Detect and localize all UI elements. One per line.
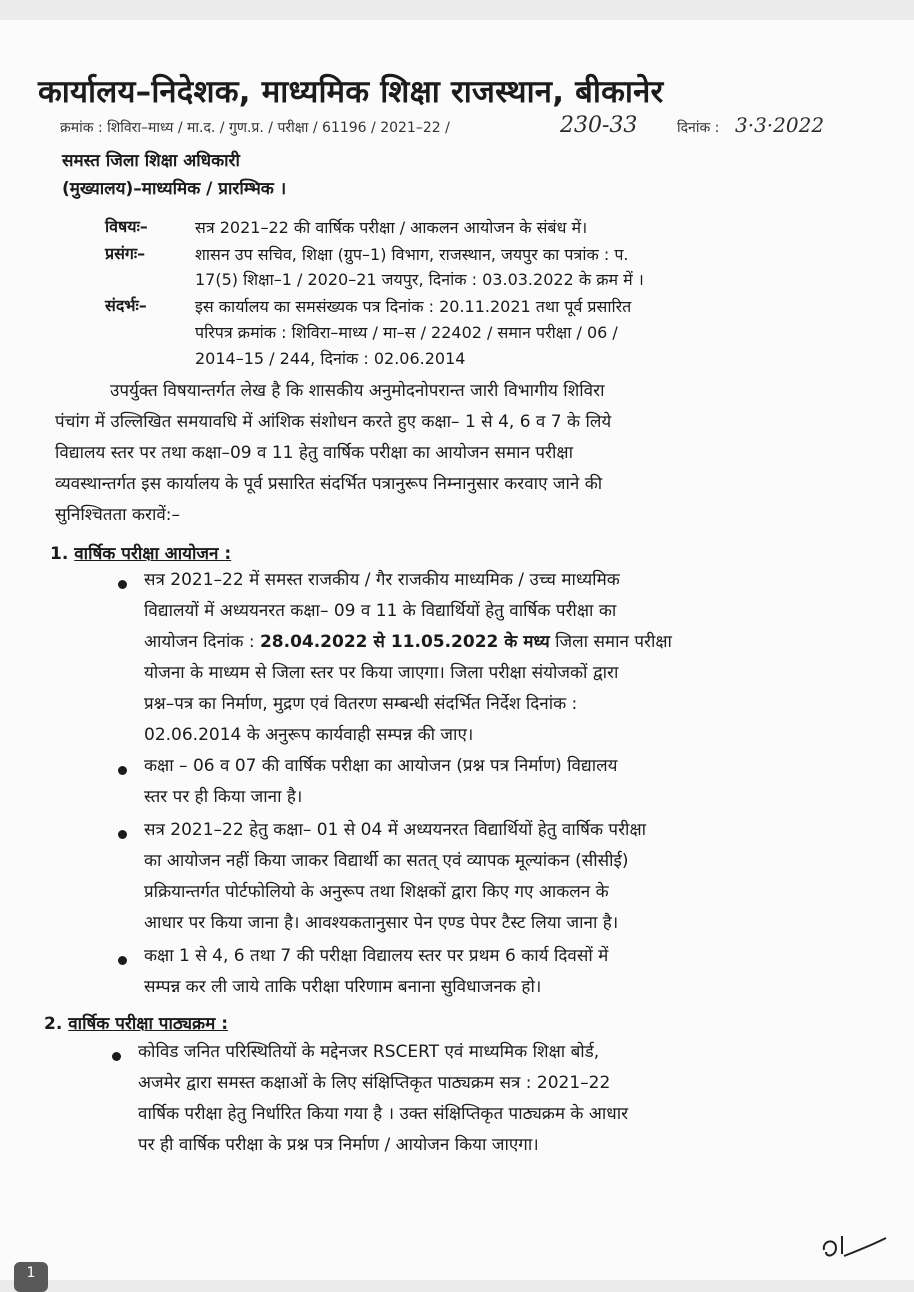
subject-label: विषयः– [105,217,148,236]
section-2-title: वार्षिक परीक्षा पाठ्यक्रम : [68,1014,228,1034]
addressee-line-2: (मुख्यालय)–माध्यमिक / प्रारम्भिक । [62,179,287,199]
top-margin [0,0,914,20]
document-page [0,20,914,1280]
s1b4-line-2: सम्पन्न कर ली जाये ताकि परीक्षा परिणाम बनाना सुविधाजनक हो। [144,977,542,997]
bullet-icon [118,956,127,965]
subject-text: सत्र 2021–22 की वार्षिक परीक्षा / आकलन आयोजन के संबंध में। [195,218,588,237]
s2b1-line-2: अजमेर द्वारा समस्त कक्षाओं के लिए संक्षिप्तिकृत पाठ्यक्रम सत्र : 2021–22 [138,1073,611,1093]
context-label: प्रसंगः– [105,244,146,263]
s1b1-line-6: 02.06.2014 के अनुरूप कार्यवाही सम्पन्न की जाए। [144,725,474,745]
section-1-title: वार्षिक परीक्षा आयोजन : [74,544,232,564]
s1b1-line-4: योजना के माध्यम से जिला स्तर पर किया जाएगा। जिला परीक्षा संयोजकों द्वारा [144,663,619,683]
signature-mark [820,1232,890,1266]
s1b1-line-5: प्रश्न–पत्र का निर्माण, मुद्रण एवं वितरण सम्बन्धी संदर्भित निर्देश दिनांक : [144,694,578,714]
s2b1-line-1: कोविड जनित परिस्थितियों के मद्देनजर RSCERT एवं माध्यमिक शिक्षा बोर्ड, [138,1042,600,1062]
s2b1-line-4: पर ही वार्षिक परीक्षा के प्रश्न पत्र निर्माण / आयोजन किया जाएगा। [138,1135,539,1155]
s1b3-line-1: सत्र 2021–22 हेतु कक्षा– 01 से 04 में अध्ययनरत विद्यार्थियों हेतु वार्षिक परीक्षा [144,820,647,840]
s1b4-line-1: कक्षा 1 से 4, 6 तथा 7 की परीक्षा विद्यालय स्तर पर प्रथम 6 कार्य दिवसों में [144,946,609,966]
s1b3-line-3: प्रक्रियान्तर्गत पोर्टफोलियो के अनुरूप तथा शिक्षकों द्वारा किए गए आकलन के [144,882,609,902]
s1b2-line-2: स्तर पर ही किया जाना है। [144,787,303,807]
office-title: कार्यालय–निदेशक, माध्यमिक शिक्षा राजस्थान, बीकानेर [38,74,664,110]
s1b3-line-4: आधार पर किया जाना है। आवश्यकतानुसार पेन एण्ड पेपर टैस्ट लिया जाना है। [144,913,619,933]
intro-line-4: व्यवस्थान्तर्गत इस कार्यालय के पूर्व प्रसारित संदर्भित पत्रानुरूप निम्नानुसार करवाए जाने की [55,474,603,494]
s1b1-line-3 [144,627,672,658]
reference-handwritten: 230-33 [560,113,638,138]
reference-label: संदर्भः– [105,296,147,315]
context-line-2: 17(5) शिक्षा–1 / 2020–21 जयपुर, दिनांक : 03.03.2022 के क्रम में । [195,270,644,289]
s2b1-line-3: वार्षिक परीक्षा हेतु निर्धारित किया गया है । उक्त संक्षिप्तिकृत पाठ्यक्रम के आधार [138,1104,629,1124]
intro-line-1: उपर्युक्त विषयान्तर्गत लेख है कि शासकीय अनुमोदनोपरान्त जारी विभागीय शिविरा [110,381,605,401]
intro-line-5: सुनिश्चितता करावें:– [55,505,181,525]
s1b1-line-3-post: जिला समान परीक्षा [549,632,672,652]
s1b3-line-2: का आयोजन नहीं किया जाकर विद्यार्थी का सतत् एवं व्यापक मूल्यांकन (सीसीई) [144,851,629,871]
date-handwritten: 3·3·2022 [735,113,825,137]
s1b1-line-3-pre: आयोजन दिनांक : [144,632,260,652]
addressee-line-1: समस्त जिला शिक्षा अधिकारी [62,151,240,171]
reference-line-1: इस कार्यालय का समसंख्यक पत्र दिनांक : 20.11.2021 तथा पूर्व प्रसारित [195,297,632,316]
s1b1-line-2: विद्यालयों में अध्ययनरत कक्षा– 09 व 11 के विद्यार्थियों हेतु वार्षिक परीक्षा का [144,601,617,621]
context-line-1: शासन उप सचिव, शिक्षा (ग्रुप–1) विभाग, राजस्थान, जयपुर का पत्रांक : प. [195,245,629,264]
reference-number: क्रमांक : शिविरा–माध्य / मा.द. / गुण.प्र. / परीक्षा / 61196 / 2021–22 / [60,120,450,136]
reference-line-2: परिपत्र क्रमांक : शिविरा–माध्य / मा–स / 22402 / समान परीक्षा / 06 / [195,323,618,342]
section-2-heading [44,1011,228,1034]
s1b2-line-1: कक्षा – 06 व 07 की वार्षिक परीक्षा का आयोजन (प्रश्न पत्र निर्माण) विद्यालय [144,756,618,776]
exam-date-range: 28.04.2022 से 11.05.2022 के मध्य [259,632,550,652]
section-1-heading [50,541,231,564]
bullet-icon [118,830,127,839]
reference-line-3: 2014–15 / 244, दिनांक : 02.06.2014 [195,349,466,368]
intro-line-3: विद्यालय स्तर पर तथा कक्षा–09 व 11 हेतु वार्षिक परीक्षा का आयोजन समान परीक्षा [55,443,573,463]
bullet-icon [118,580,127,589]
bullet-icon [112,1052,121,1061]
s1b1-line-1: सत्र 2021–22 में समस्त राजकीय / गैर राजकीय माध्यमिक / उच्च माध्यमिक [144,570,620,590]
date-label: दिनांक : [677,120,720,136]
intro-line-2: पंचांग में उल्लिखित समयावधि में आंशिक संशोधन करते हुए कक्षा– 1 से 4, 6 व 7 के लिये [55,412,612,432]
section-2-number: 2. [44,1014,63,1034]
bullet-icon [118,766,127,775]
page-number-badge[interactable]: 1 [14,1262,48,1292]
section-1-number: 1. [50,544,69,564]
